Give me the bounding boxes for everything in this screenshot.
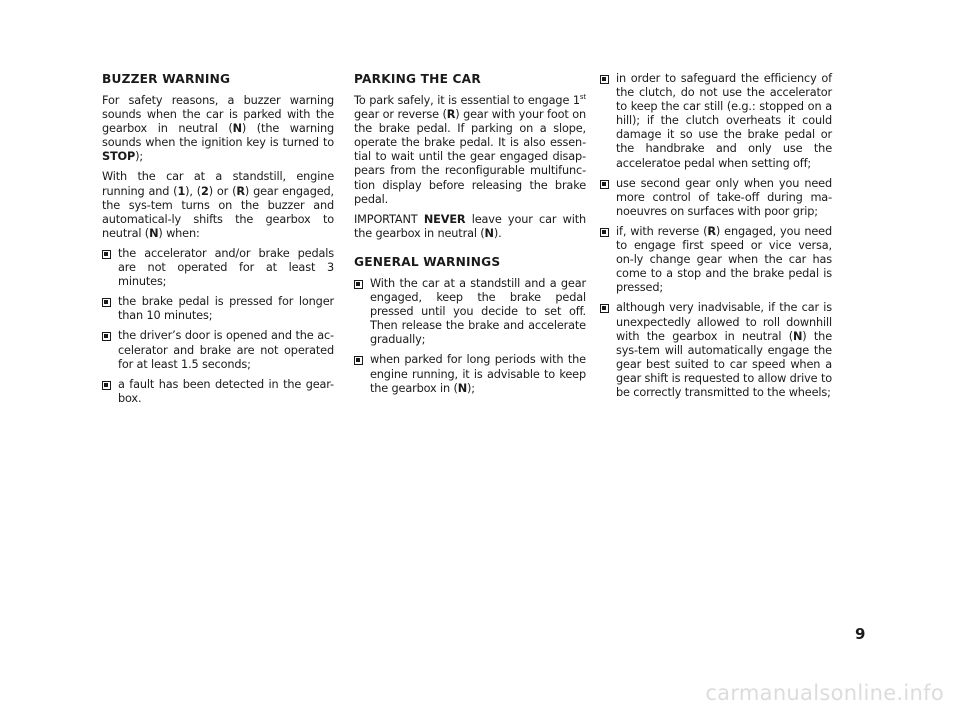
list-item: the driver’s door is opened and the ac-celerator and brake are not operated for at least 1.5 seconds; bbox=[102, 329, 334, 371]
column-buzzer-warning bbox=[102, 72, 334, 412]
page-number: 9 bbox=[855, 625, 866, 643]
checkbox-bullet-icon bbox=[354, 280, 363, 289]
heading-parking-the-car: PARKING THE CAR bbox=[354, 72, 481, 86]
heading-buzzer-warning: BUZZER WARNING bbox=[102, 72, 231, 86]
list-item: in order to safeguard the efficiency of the clutch, do not use the accelerator to keep the car still (e.g.: stopped on a hill); if the clutch overheats it could damage it so use the brake pedal or the handbrake and only use the acceleratoe pedal when setting off; bbox=[600, 72, 832, 171]
list-item: the brake pedal is pressed for longer than 10 minutes; bbox=[102, 295, 334, 323]
list-item: use second gear only when you need more control of take-off during ma-noeuvres on surfaces with poor grip; bbox=[600, 177, 832, 219]
general-warnings-list bbox=[354, 277, 586, 396]
paragraph-important: IMPORTANT NEVER leave your car with the gearbox in neutral (N). bbox=[354, 212, 586, 240]
heading-general-warnings: GENERAL WARNINGS bbox=[354, 254, 501, 269]
list-item: if, with reverse (R) engaged, you need to engage first speed or vice versa, on-ly change gear when the car has come to a stop and the brake pedal is pressed; bbox=[600, 225, 832, 295]
list-item: although very inadvisable, if the car is unexpectedly allowed to roll downhill with the gearbox in neutral (N) the sys-tem will automatically engage the gear best suited to car speed when a gear shift is requested to allow drive to be correctly transmitted to the wheels; bbox=[600, 301, 832, 400]
general-warnings-list-continued bbox=[600, 72, 832, 400]
column-parking bbox=[354, 72, 586, 402]
checkbox-bullet-icon bbox=[102, 332, 111, 341]
checkbox-bullet-icon bbox=[600, 75, 609, 84]
checkbox-bullet-icon bbox=[102, 381, 111, 390]
list-item: a fault has been detected in the gear-box. bbox=[102, 378, 334, 406]
watermark: carmanualsonline.info bbox=[705, 681, 944, 705]
checkbox-bullet-icon bbox=[102, 298, 111, 307]
buzzer-conditions-list bbox=[102, 247, 334, 406]
list-item: the accelerator and/or brake pedals are not operated for at least 3 minutes; bbox=[102, 247, 334, 289]
checkbox-bullet-icon bbox=[600, 180, 609, 189]
list-item: when parked for long periods with the engine running, it is advisable to keep the gearbox in (N); bbox=[354, 353, 586, 395]
checkbox-bullet-icon bbox=[600, 304, 609, 313]
checkbox-bullet-icon bbox=[354, 356, 363, 365]
paragraph-buzzer-intro: For safety reasons, a buzzer warning sounds when the car is parked with the gearbox in neutral (N) (the warning sounds when the ignition key is turned to STOP); bbox=[102, 94, 334, 164]
paragraph-buzzer-conditions: With the car at a standstill, engine running and (1), (2) or (R) gear engaged, the sys-tem turns on the buzzer and automatical-ly shifts the gearbox to neutral (N) when: bbox=[102, 170, 334, 240]
checkbox-bullet-icon bbox=[102, 250, 111, 259]
column-general-warnings-continued bbox=[600, 72, 832, 406]
list-item: With the car at a standstill and a gear engaged, keep the brake pedal pressed until you decide to set off. Then release the brake and accelerate gradually; bbox=[354, 277, 586, 347]
paragraph-parking: To park safely, it is essential to engage 1st gear or reverse (R) gear with your foot on the brake pedal. If parking on a slope, operate the brake pedal. It is also essen-tial to wait until the gear engaged disap-pears from the reconfigurable multifunc-tion display before releasing the brake pedal. bbox=[354, 93, 586, 206]
checkbox-bullet-icon bbox=[600, 228, 609, 237]
